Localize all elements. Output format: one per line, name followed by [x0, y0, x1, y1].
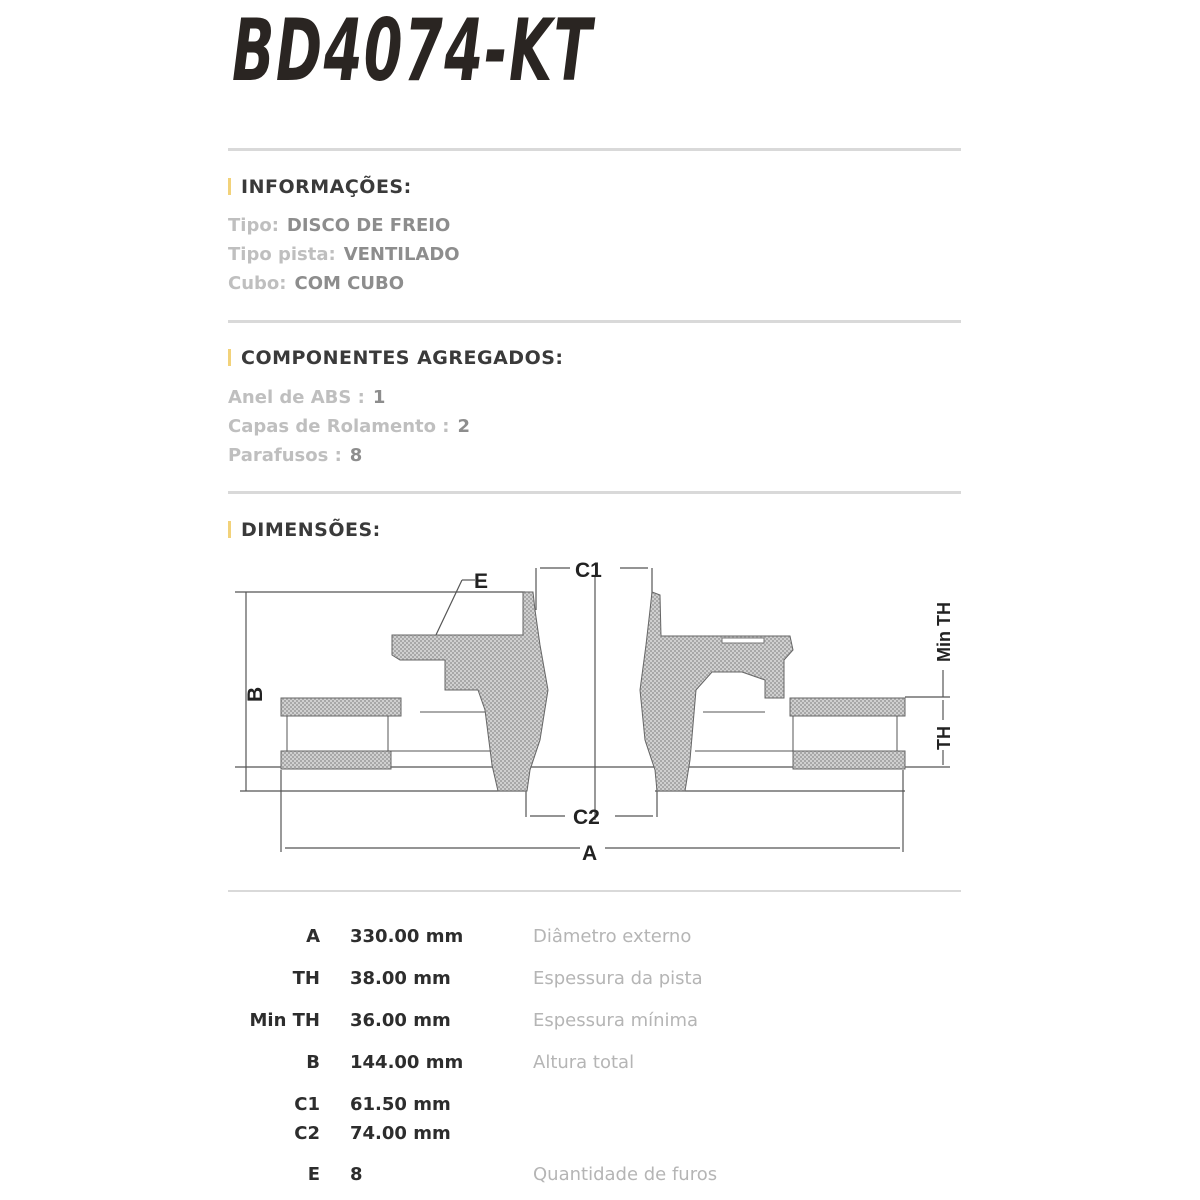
component-label: Capas de Rolamento : [228, 416, 450, 437]
brake-disc-cross-section-diagram [230, 560, 970, 860]
divider [228, 148, 961, 151]
info-row-cubo [228, 273, 404, 294]
label-a: A [582, 842, 598, 860]
info-heading [228, 176, 412, 198]
dim-desc: Espessura da pista [533, 968, 703, 989]
info-label: Tipo: [228, 215, 279, 236]
dim-desc: Diâmetro externo [533, 926, 692, 947]
dimensions-heading-text: DIMENSÕES: [241, 519, 381, 541]
dimensions-heading [228, 519, 381, 541]
label-min-th: Min TH [934, 602, 954, 662]
dim-value: 144.00 mm [350, 1052, 464, 1073]
dim-value: 61.50 mm [350, 1094, 451, 1115]
info-value: COM CUBO [294, 273, 405, 294]
info-row-tipo [228, 215, 450, 236]
dim-key: E [307, 1164, 320, 1185]
accent-bar [228, 521, 231, 538]
label-b: B [244, 686, 267, 702]
component-value: 8 [349, 445, 363, 466]
dim-desc: Altura total [533, 1052, 635, 1073]
dim-value: 36.00 mm [350, 1010, 451, 1031]
components-heading [228, 347, 564, 369]
components-row [228, 387, 385, 408]
dim-key: TH [292, 968, 320, 989]
divider [228, 320, 961, 323]
divider [228, 491, 961, 494]
components-row [228, 416, 470, 437]
dim-key: Min TH [249, 1010, 320, 1031]
dim-desc: Quantidade de furos [533, 1164, 718, 1185]
dim-key: C1 [294, 1094, 320, 1115]
component-label: Anel de ABS : [228, 387, 365, 408]
dim-desc: Espessura mínima [533, 1010, 699, 1031]
dim-value: 74.00 mm [350, 1123, 451, 1144]
label-c2: C2 [573, 806, 600, 829]
label-c1: C1 [575, 560, 602, 582]
info-heading-text: INFORMAÇÕES: [241, 176, 412, 198]
dim-value: 38.00 mm [350, 968, 451, 989]
components-heading-text: COMPONENTES AGREGADOS: [241, 347, 564, 369]
dim-key: C2 [294, 1123, 320, 1144]
dim-key: A [306, 926, 320, 947]
label-th: TH [934, 726, 954, 750]
component-value: 2 [457, 416, 471, 437]
dim-key: B [306, 1052, 320, 1073]
info-label: Cubo: [228, 273, 287, 294]
component-value: 1 [372, 387, 386, 408]
info-label: Tipo pista: [228, 244, 336, 265]
dim-value: 8 [350, 1164, 363, 1185]
dim-value: 330.00 mm [350, 926, 464, 947]
accent-bar [228, 349, 231, 366]
component-label: Parafusos : [228, 445, 342, 466]
divider [228, 890, 961, 892]
product-code-title: BD4074-KT [232, 1, 594, 101]
info-value: VENTILADO [343, 244, 460, 265]
info-value: DISCO DE FREIO [286, 215, 451, 236]
accent-bar [228, 178, 231, 195]
label-e: E [474, 570, 489, 593]
components-row [228, 445, 362, 466]
info-row-tipo-pista [228, 244, 460, 265]
